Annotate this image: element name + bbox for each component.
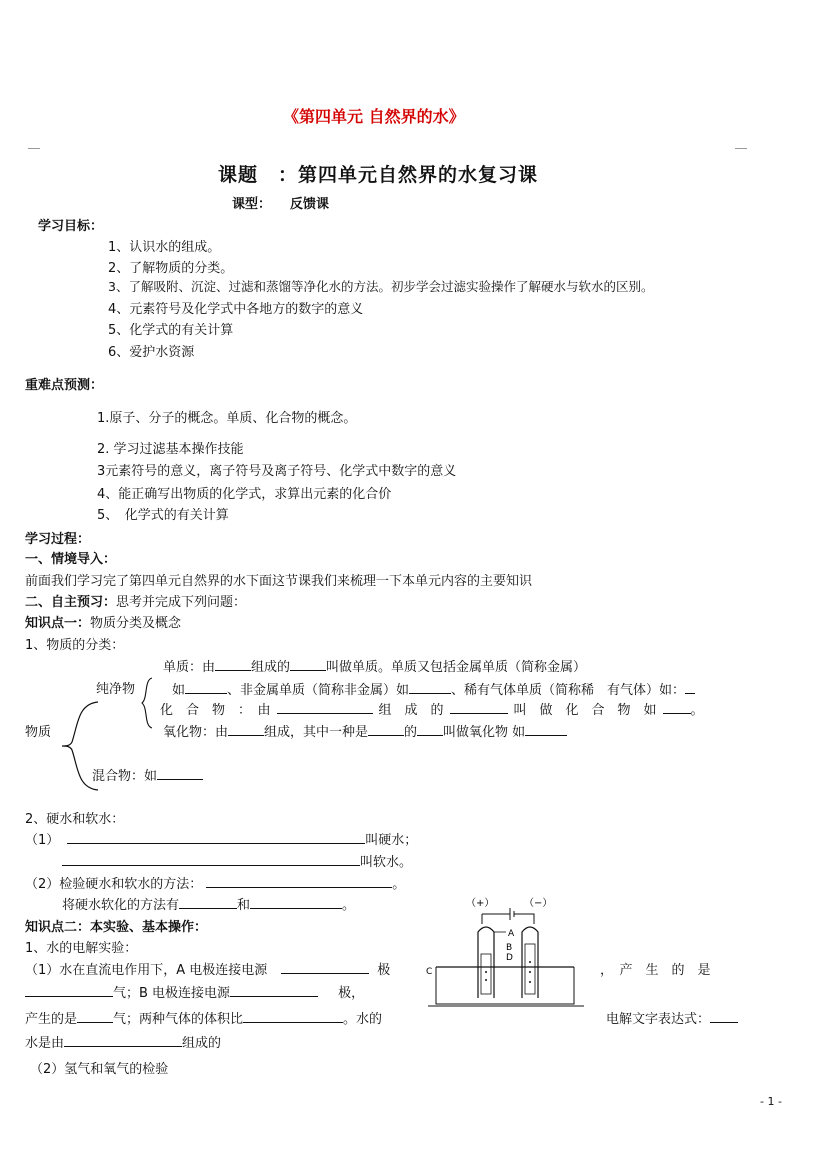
focus-heading: 重难点预测： xyxy=(25,378,104,393)
goal-item: 5、化学式的有关计算 xyxy=(108,323,234,338)
blank[interactable] xyxy=(281,961,369,974)
blank[interactable] xyxy=(290,658,326,671)
blank[interactable] xyxy=(417,723,443,736)
blank[interactable] xyxy=(250,896,342,909)
course-type-label: 课型： xyxy=(232,197,272,212)
tree-element2-b: 、非金属单质（简称非金属）如 xyxy=(227,683,410,698)
blank[interactable] xyxy=(228,723,264,736)
tree-element-a: 单质：由 xyxy=(163,660,216,675)
electrolysis-line3-right xyxy=(606,1008,738,1027)
knowledge1-heading: 知识点一： xyxy=(25,616,91,631)
soften-end: 。 xyxy=(342,898,356,913)
electrolysis-e3d: 电解文字表达式： xyxy=(606,1012,711,1027)
blank[interactable] xyxy=(179,896,237,909)
tree-element-c: 叫做单质。单质又包括金属单质（简称金属） xyxy=(326,660,587,675)
tree-mixture-a: 混合物：如 xyxy=(92,769,158,784)
electrolysis-e2a: 气；B 电极连接电源 xyxy=(113,986,231,1001)
section2-line xyxy=(25,591,246,610)
brace-pure xyxy=(140,676,154,730)
question-gas-test: （2）氢气和氧气的检验 xyxy=(30,1062,169,1077)
section2-heading: 二、自主预习： xyxy=(25,595,117,610)
crop-mark-left xyxy=(28,148,40,149)
goal-item: 3、了解吸附、沉淀、过滤和蒸馏等净化水的方法。初步学会过滤实验操作了解硬水与软水的区别。 xyxy=(108,279,654,294)
hard-water-b: 叫硬水； xyxy=(365,833,418,848)
tree-element-line xyxy=(163,656,586,675)
soften-line xyxy=(62,894,355,913)
page-number: - 1 - xyxy=(760,1095,782,1108)
electrolysis-e4a: 水是由 xyxy=(25,1036,65,1051)
question-electrolysis: 1、水的电解实验： xyxy=(25,941,138,956)
goal-item: 6、爱护水资源 xyxy=(108,345,195,360)
tree-root: 物质 xyxy=(25,725,52,740)
blank[interactable] xyxy=(185,681,227,694)
soften-a: 将硬水软化的方法有 xyxy=(62,898,180,913)
course-type-value: 反馈课 xyxy=(290,197,330,212)
goal-item: 1、认识水的组成。 xyxy=(108,240,221,255)
electrolysis-e4b: 组成的 xyxy=(182,1036,222,1051)
blank[interactable] xyxy=(62,853,360,866)
label-d: D xyxy=(506,953,513,963)
focus-item: 3元素符号的意义，离子符号及离子符号、化学式中数字的意义 xyxy=(97,464,457,479)
electrolysis-b: 极 xyxy=(377,963,391,978)
test-method-end: 。 xyxy=(392,877,406,892)
goal-item: 2、了解物质的分类。 xyxy=(108,261,234,276)
soften-b: 和 xyxy=(237,898,251,913)
electrolysis-line1 xyxy=(25,959,390,978)
blank[interactable] xyxy=(67,831,365,844)
electrolysis-e2b: 极， xyxy=(338,986,365,1001)
blank[interactable] xyxy=(277,701,373,714)
tree-mixture-line xyxy=(92,765,203,784)
blank[interactable] xyxy=(157,767,203,780)
section1-heading: 一、情境导入： xyxy=(25,552,117,567)
process-heading: 学习过程： xyxy=(25,532,91,547)
tree-oxide-b: 组成，其中一种是 xyxy=(264,725,369,740)
soft-water-b: 叫软水。 xyxy=(360,855,413,870)
tree-oxide-a: 氧化物：由 xyxy=(163,725,229,740)
question-classification: 1、物质的分类： xyxy=(25,638,125,653)
focus-item: 1.原子、分子的概念。单质、化合物的概念。 xyxy=(97,411,357,426)
blank[interactable] xyxy=(243,1010,343,1023)
crop-mark-right xyxy=(735,148,747,149)
focus-item: 2. 学习过滤基本操作技能 xyxy=(97,442,244,457)
test-method-a: （2）检验硬水和软水的方法： xyxy=(25,877,203,892)
section1-text: 前面我们学习完了第四单元自然界的水下面这节课我们来梳理一下本单元内容的主要知识 xyxy=(25,574,533,589)
label-a: A xyxy=(508,929,515,939)
soft-water-line xyxy=(62,851,412,870)
tree-compound-c: 叫 做 化 合 物 如 xyxy=(513,703,657,718)
tree-element-b: 组成的 xyxy=(251,660,291,675)
blank[interactable] xyxy=(64,1034,182,1047)
electrolysis-a: （1）水在直流电作用下，A 电极连接电源 xyxy=(25,963,268,978)
blank[interactable] xyxy=(710,1010,738,1023)
hard-water-a: （1） xyxy=(25,833,60,848)
electrolysis-line3 xyxy=(25,1008,382,1027)
blank[interactable] xyxy=(368,723,404,736)
tree-oxide-d: 叫做氧化物 如 xyxy=(443,725,526,740)
course-title: 课题 ：第四单元自然界的水复习课 xyxy=(218,164,539,186)
tree-element2-a: 如 xyxy=(172,683,186,698)
label-c: C xyxy=(426,967,433,977)
tree-compound-b: 组 成 的 xyxy=(378,703,444,718)
tree-pure: 纯净物 xyxy=(96,682,136,697)
minus-label: （−） xyxy=(524,898,553,909)
section2-text: 思考并完成下列问题： xyxy=(116,595,247,610)
label-b: B xyxy=(506,943,513,953)
tree-compound-end: 。 xyxy=(690,703,704,718)
tree-element2-line xyxy=(172,679,695,698)
electrolysis-e3b: 气；两种气体的体积比 xyxy=(113,1012,244,1027)
tree-compound-a: 化 合 物 ： 由 xyxy=(160,703,271,718)
electrolysis-line2 xyxy=(25,982,364,1001)
plus-label: （+） xyxy=(466,898,495,909)
blank[interactable] xyxy=(77,1010,113,1023)
electrolysis-e3c: 。水的 xyxy=(343,1012,383,1027)
blank[interactable] xyxy=(450,701,508,714)
blank[interactable] xyxy=(663,701,691,714)
unit-title: 《第四单元 自然界的水》 xyxy=(283,107,465,126)
tree-element2-c: 、稀有气体单质（简称稀 有气体）如： xyxy=(451,683,686,698)
knowledge1-line xyxy=(25,612,181,631)
knowledge2-heading: 知识点二：本实验、基本操作： xyxy=(25,920,208,935)
tree-oxide-line xyxy=(163,721,567,740)
electrolysis-e3a: 产生的是 xyxy=(25,1012,78,1027)
blank[interactable] xyxy=(685,681,695,694)
blank[interactable] xyxy=(230,984,318,997)
blank[interactable] xyxy=(409,681,451,694)
blank[interactable] xyxy=(206,875,392,888)
goals-heading: 学习目标： xyxy=(38,219,104,234)
hard-water-line xyxy=(25,829,417,848)
brace-material xyxy=(60,700,100,792)
tree-compound-line xyxy=(160,699,704,718)
blank[interactable] xyxy=(215,658,251,671)
electrolysis-apparatus-diagram xyxy=(426,892,586,1008)
question-hard-soft: 2、硬水和软水： xyxy=(25,812,125,827)
tree-oxide-c: 的 xyxy=(404,725,418,740)
blank[interactable] xyxy=(25,984,113,997)
focus-item: 4、能正确写出物质的化学式，求算出元素的化合价 xyxy=(97,487,392,502)
focus-item: 5、 化学式的有关计算 xyxy=(97,508,229,523)
blank[interactable] xyxy=(525,723,567,736)
electrolysis-line4 xyxy=(25,1032,221,1051)
electrolysis-c: ， 产 生 的 是 xyxy=(600,963,711,978)
goal-item: 4、元素符号及化学式中各地方的数字的意义 xyxy=(108,302,364,317)
knowledge1-text: 物质分类及概念 xyxy=(90,616,182,631)
test-method-line xyxy=(25,873,405,892)
